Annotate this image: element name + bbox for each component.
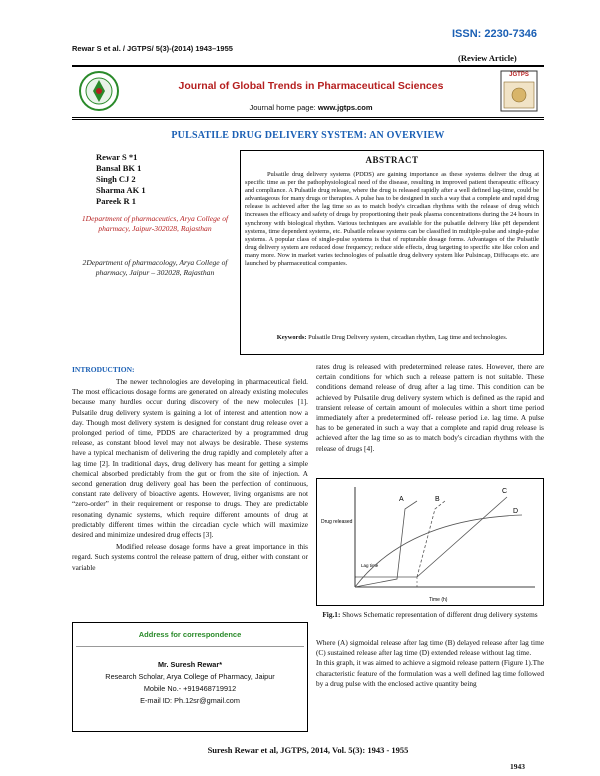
header-rule (72, 65, 544, 67)
figure-1 (316, 478, 544, 606)
figure-caption-text: Shows Schematic representation of different drug delivery systems (342, 610, 538, 619)
keywords-text: Pulsatile Drug Delivery system, circadian rhythm, Lag time and technologies. (308, 334, 508, 341)
affiliation-1: 1Department of pharmaceutics, Arya College of pharmacy, Jaipur-302028, Rajasthan (81, 214, 229, 233)
author-2: Bansal BK 1 (96, 163, 142, 173)
figure-caption-label: Fig.1: (322, 610, 341, 619)
intro-paragraph-1: The newer technologies are developing in pharmaceutical field. The most efficacious dosage forms are generated on already existing molecules because many hurdles occur during discovery of the new molecules [1]. Pulsatile drug delivery system is gaining a lot of interest and attention now a day. Though most delivery system is designed for constant drug release over a prolonged period of time, PDDS are characterized by a programmed drug release, as constant blood level may not always be desirable. These systems have a typical mechanism of delivering the drug rapidly and completely after a lag time [2]. In traditional days, drug delivery has meant for getting a simple chemical absorbed predictably from the gut or from the site of injection. A second generation drug delivery goal has been the perfection of continuous, constant rate delivery of bioactive agents. However, living organisms are not “zero-order” in their requirement or response to drugs. They are predictable resonating dynamic systems, which require different amounts of drug at predictably different times within the circadian cycle which will maximize desired and minimize undesired drug effects [3]. (72, 377, 308, 540)
y-axis-label: Drug released (321, 519, 353, 525)
jgtps-logo (500, 70, 538, 112)
university-seal-logo (78, 70, 120, 112)
introduction-heading: INTRODUCTION: (72, 365, 135, 374)
intro-column-1 (72, 377, 308, 575)
article-type-label: (Review Article) (458, 53, 517, 63)
page-footer: Suresh Rewar et al, JGTPS, 2014, Vol. 5(3): 1943 - 1955 (207, 745, 409, 755)
abstract-heading: ABSTRACT (365, 155, 419, 165)
correspondence-email[interactable]: E-mail ID: Ph.12sr@gmail.com (140, 696, 240, 705)
curve-label-d: D (513, 508, 519, 515)
header-rule-2 (72, 117, 544, 118)
curve-label-c: C (502, 488, 508, 495)
correspondence-rule (76, 646, 304, 647)
intro-column-2-continued (316, 638, 544, 689)
page-number: 1943 (510, 762, 525, 771)
paper-title: PULSATILE DRUG DELIVERY SYSTEM: AN OVERVIEW (171, 130, 445, 141)
figure-1-graphic (317, 479, 545, 607)
author-5: Pareek R 1 (96, 196, 136, 206)
x-axis-label: Time (h) (429, 597, 448, 603)
keywords (245, 334, 539, 342)
curve-a (355, 501, 417, 587)
curve-d (355, 515, 522, 587)
curve-label-a: A (399, 496, 404, 503)
correspondence-heading: Address for correspondence (138, 630, 242, 639)
figure-1-caption (316, 610, 544, 620)
curve-c (417, 497, 507, 577)
citation-line: Rewar S et al. / JGTPS/ 5(3)-(2014) 1943–1955 (72, 44, 233, 53)
abstract-text: Pulsatile drug delivery systems (PDDS) are gaining importance as these systems deliver the drug at specific time as per the pathophysiological need of the disease, resulting in improved patient therapeutic efficacy and compliance. A Pulsatile drug release, where the drug is released rapidly after a well defined lag-time, could be advantageous for many drugs or therapies. A pulse has to be designed in such a way that a complete and rapid drug release is achieved after the lag time so as to match body's circadian rhythms with the release of drug which increases the efficacy and safety of drugs by proportioning their peak plasma concentrations during the 24 hours in synchrony with biological rhythm. Various techniques are available for the pulsatile delivery like pH dependent systems, time dependent systems, etc. Pulsatile release systems can be classified in multiple-pulse and single-pulse systems. A popular class of single-pulse systems is that of rupturable dosage forms. Advantages of the Pulsatile drug delivery system are reduced dose frequency; reduce side effects, drug targeting to specific site like colon and many more. Now in market varies technologies of pulsatile drug delivery system like Pulsincap, Diffucaps etc. are launched by pharmaceutical companies. (245, 171, 539, 268)
keywords-label: Keywords: (276, 334, 307, 341)
journal-homepage (126, 103, 496, 112)
author-4: Sharma AK 1 (96, 185, 146, 195)
intro-paragraph-2: Modified release dosage forms have a great importance in this regard. Such systems control the release pattern of drug, either with constant or variable (72, 542, 308, 572)
correspondence-affiliation: Research Scholar, Arya College of Pharmacy, Jaipur (105, 672, 275, 681)
author-1: Rewar S *1 (96, 152, 138, 162)
correspondence-name: Mr. Suresh Rewar* (157, 660, 223, 669)
header-rule-3 (72, 119, 544, 120)
lag-time-label: Lag time (361, 563, 379, 568)
homepage-label: Journal home page: (249, 103, 316, 112)
curve-b (417, 501, 445, 577)
homepage-link[interactable]: www.jgtps.com (317, 103, 373, 112)
affiliation-2: 2Department of pharmacology, Arya College of pharmacy, Jaipur – 302028, Rajasthan (82, 258, 228, 277)
author-list (96, 152, 236, 207)
author-3: Singh CJ 2 (96, 174, 136, 184)
intro-column-2-paragraph: In this graph, it was aimed to achieve a sigmoid release pattern (Figure 1).The characteristic feature of the formulation was a well defined lag time followed by a drug pulse with the enclosed active quantity being (316, 658, 544, 688)
figure-legend-text: Where (A) sigmoidal release after lag time (B) delayed release after lag time (C) sustained release after lag time (D) extended release without lag time. (316, 638, 544, 658)
jgtps-logo-text: JGTPS (509, 72, 529, 78)
correspondence-phone: Mobile No.- +919468719912 (143, 684, 237, 693)
curve-label-b: B (435, 496, 440, 503)
issn-label: ISSN: 2230-7346 (452, 28, 537, 40)
journal-title: Journal of Global Trends in Pharmaceutical Sciences (178, 80, 444, 92)
intro-column-2: rates drug is released with predetermined release rates. However, there are certain conditions for which such a release pattern is not suitable. These conditions demand release of drug after a lag time. This condition can be achieved by Pulsatile drug delivery system which is defined as the rapid and transient release of certain amount of molecules within a short time period immediately after a predetermined off- release period i.e. lag time. A pulse has to be generated in such a way that a complete and rapid drug release is achieved after the lag time so as to match body's circadian rhythms with the release of drugs [4]. (316, 362, 544, 453)
